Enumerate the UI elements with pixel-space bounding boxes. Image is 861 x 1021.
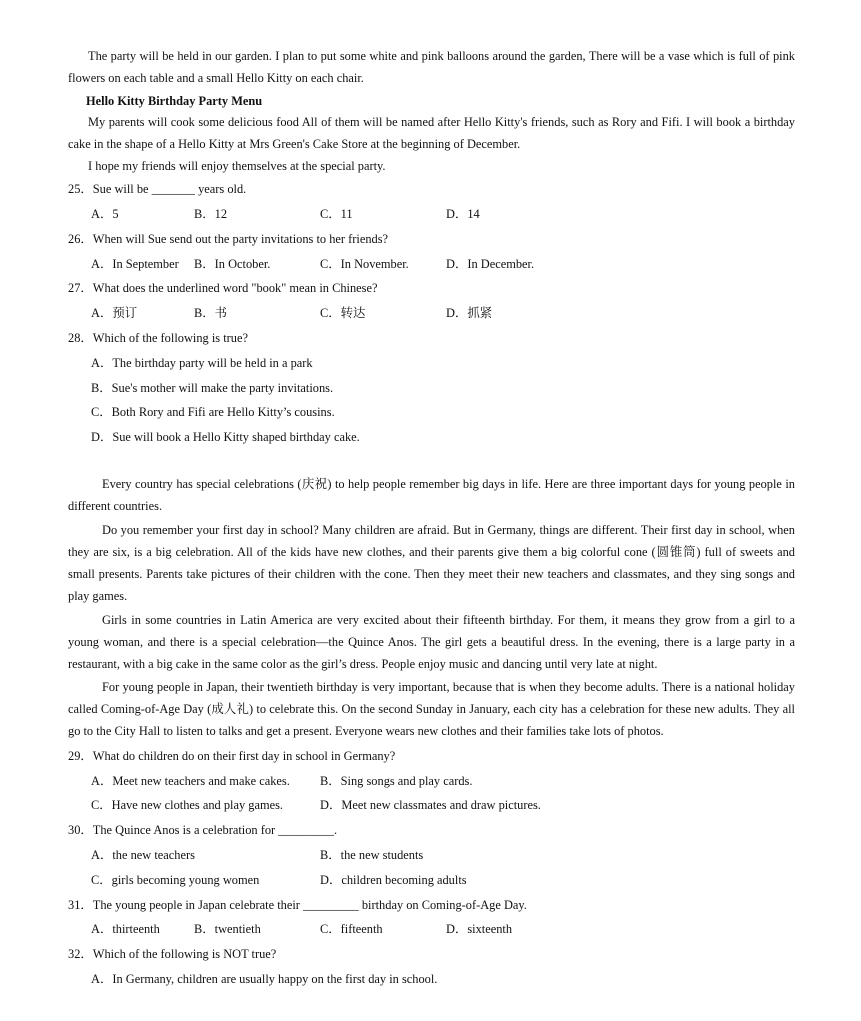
- question-25-option-b: B．12: [194, 207, 228, 221]
- question-25-option-a: A．5: [91, 207, 119, 221]
- passage1-paragraph-2: My parents will cook some delicious food All of them will be named after Hello Kitty's friends, such as Rory and Fifi. I will book a birthday cake in the shape of a Hello Kitty at Mrs Green's Cake Store at the beginning of December.: [68, 115, 795, 151]
- question-31-option-a: A．thirteenth: [91, 922, 160, 936]
- question-27-option-a: A．预订: [91, 306, 138, 320]
- question-31-stem: 31．The young people in Japan celebrate their _________ birthday on Coming-of-Age Day.: [68, 898, 527, 912]
- question-30-option-a: A．the new teachers: [91, 848, 195, 862]
- question-32-stem: 32．Which of the following is NOT true?: [68, 947, 277, 961]
- question-30-option-b: B．the new students: [320, 848, 424, 862]
- question-29-option-a: A．Meet new teachers and make cakes.: [91, 774, 290, 788]
- question-29-option-b: B．Sing songs and play cards.: [320, 774, 473, 788]
- question-27-option-b: B．书: [194, 306, 228, 320]
- passage1-paragraph-1: The party will be held in our garden. I plan to put some white and pink balloons around the garden, There will be a vase which is full of pink flowers on each table and a small Hello Kitty on each chair.: [68, 49, 795, 85]
- menu-title: Hello Kitty Birthday Party Menu: [86, 94, 263, 108]
- question-27-option-c: C．转达: [320, 306, 366, 320]
- question-27-option-d: D．抓紧: [446, 306, 493, 320]
- passage2-paragraph-1: Every country has special celebrations (庆祝) to help people remember big days in life. Here are three important days for young people in different countries.: [68, 477, 795, 513]
- question-28-option-b: B．Sue's mother will make the party invitations.: [91, 381, 334, 395]
- question-30-stem: 30．The Quince Anos is a celebration for _________.: [68, 823, 338, 837]
- question-29-option-c: C．Have new clothes and play games.: [91, 798, 284, 812]
- question-28-stem: 28．Which of the following is true?: [68, 331, 248, 345]
- question-30-option-c: C．girls becoming young women: [91, 873, 260, 887]
- question-25-option-c: C．11: [320, 207, 353, 221]
- question-25-stem: 25．Sue will be _______ years old.: [68, 182, 247, 196]
- question-28-option-a: A．The birthday party will be held in a park: [91, 356, 313, 370]
- question-31-option-d: D．sixteenth: [446, 922, 513, 936]
- question-31-option-c: C．fifteenth: [320, 922, 383, 936]
- question-27-stem: 27．What does the underlined word "book" mean in Chinese?: [68, 281, 378, 295]
- question-31-option-b: B．twentieth: [194, 922, 261, 936]
- question-30-option-d: D．children becoming adults: [320, 873, 467, 887]
- passage1-paragraph-3: I hope my friends will enjoy themselves at the special party.: [88, 159, 386, 173]
- passage2-paragraph-2: Do you remember your first day in school? Many children are afraid. But in Germany, things are different. Their first day in school, when they are six, is a big celebration. All of the kids have new clothes, and their parents give them a big colorful cone (圆锥筒) full of sweets and small presents. Parents take pictures of their children with the cone. Then they meet their new teachers and classmates, and they sing songs and play games.: [68, 523, 795, 603]
- question-28-option-c: C．Both Rory and Fifi are Hello Kitty’s cousins.: [91, 405, 335, 419]
- question-26-option-d: D．In December.: [446, 257, 535, 271]
- question-26-option-b: B．In October.: [194, 257, 271, 271]
- question-32-option-a: A．In Germany, children are usually happy on the first day in school.: [91, 972, 438, 986]
- question-28-option-d: D．Sue will book a Hello Kitty shaped birthday cake.: [91, 430, 360, 444]
- question-26-stem: 26．When will Sue send out the party invitations to her friends?: [68, 232, 389, 246]
- question-29-option-d: D．Meet new classmates and draw pictures.: [320, 798, 541, 812]
- passage2-paragraph-3: Girls in some countries in Latin America are very excited about their fifteenth birthday. For them, it means they grow from a girl to a young woman, and there is a special celebration—the Quince Anos. The girl gets a beautiful dress. In the evening, there is a large party in a restaurant, with a big cake in the same color as the girl’s dress. People enjoy music and dancing until very late at night.: [68, 613, 795, 671]
- question-29-stem: 29．What do children do on their first day in school in Germany?: [68, 749, 396, 763]
- question-25-option-d: D．14: [446, 207, 480, 221]
- passage2-paragraph-4: For young people in Japan, their twentieth birthday is very important, because that is when they become adults. There is a national holiday called Coming-of-Age Day (成人礼) to celebrate this. On the second Sunday in January, each city has a celebration for these new adults. They all go to the City Hall to listen to talks and get a present. Everyone wears new clothes and their families take lots of photos.: [68, 680, 795, 738]
- question-26-option-c: C．In November.: [320, 257, 409, 271]
- question-26-option-a: A．In September: [91, 257, 179, 271]
